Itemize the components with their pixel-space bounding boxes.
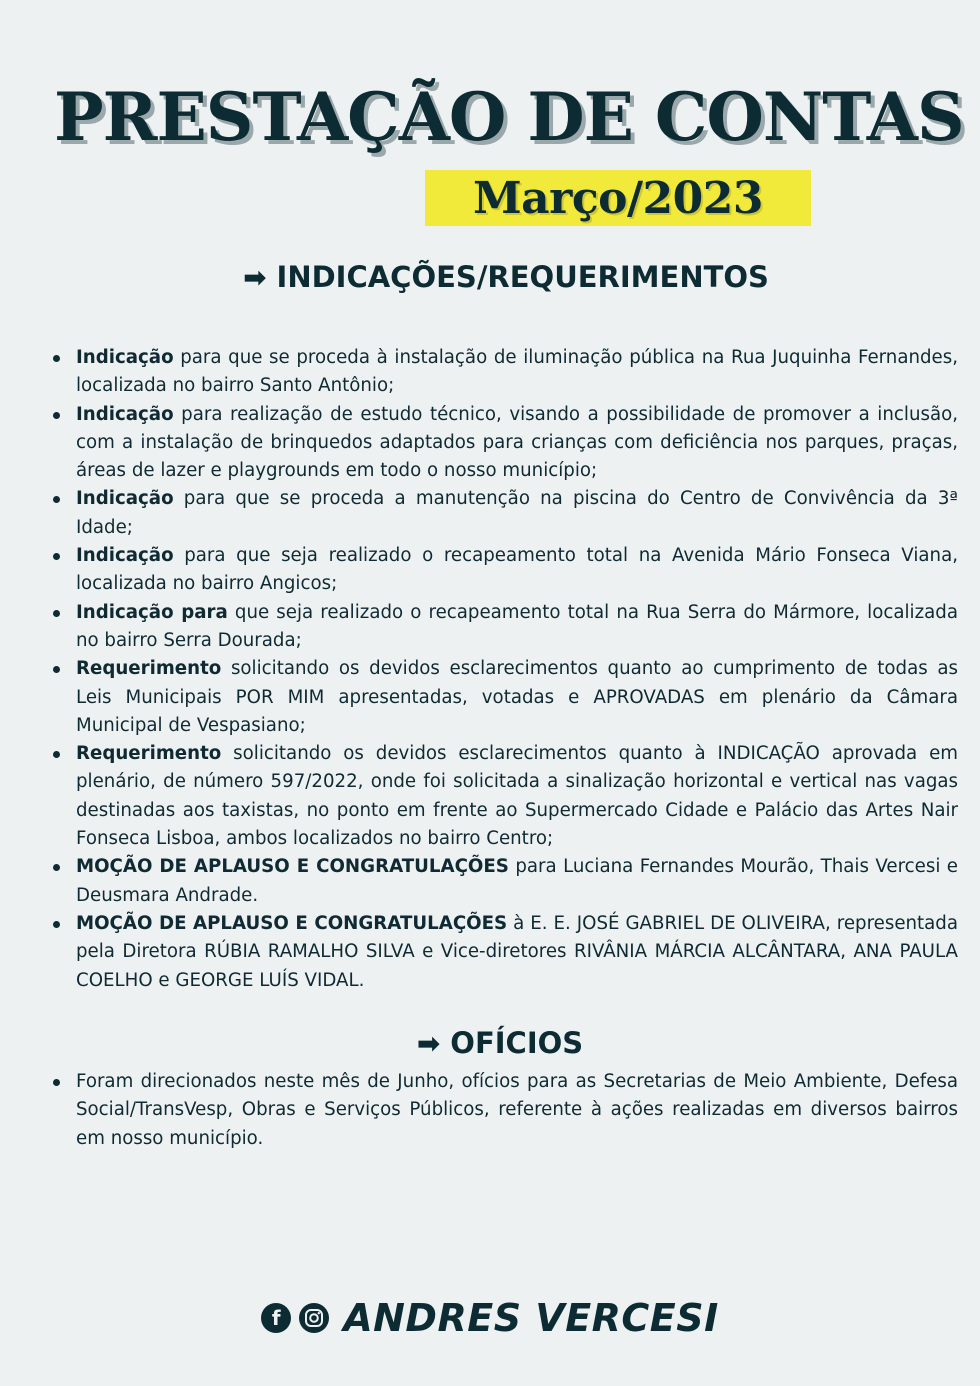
list-item [76, 344, 958, 401]
facebook-icon[interactable]: f [261, 1303, 291, 1333]
item-text: para que se proceda a manutenção na piscina do Centro de Convivência da 3ª Idade; [76, 488, 958, 538]
item-text: à E. E. JOSÉ GABRIEL DE OLIVEIRA, representada pela Diretora RÚBIA RAMALHO SILVA e Vice-diretores RIVÂNIA MÁRCIA ALCÂNTARA, ANA PAULA COELHO e GEORGE LUÍS VIDAL. [76, 912, 958, 991]
author-name: ANDRES VERCESI [343, 1296, 719, 1340]
item-text: solicitando os devidos esclarecimentos quanto à INDICAÇÃO aprovada em plenário, de número 597/2022, onde foi solicitada a sinalização horizontal e vertical nas vagas destinadas aos taxistas, no ponto em frente ao Supermercado Cidade e Palácio das Artes Nair Fonseca Lisboa, ambos localizados no bairro Centro; [76, 743, 958, 850]
list-item [76, 401, 958, 486]
item-text: que seja realizado o recapeamento total na Rua Serra do Mármore, localizada no bairro Serra Dourada; [76, 601, 958, 651]
item-label: Indicação [76, 403, 174, 425]
arrow-right-icon: ➡ [416, 1026, 441, 1060]
item-text: para realização de estudo técnico, visando a possibilidade de promover a inclusão, com a instalação de brinquedos adaptados para crianças com deficiência nos parques, praças, áreas de lazer e playgrounds em todo o nosso município; [76, 403, 958, 482]
list-item [76, 1068, 958, 1153]
page-title: PRESTAÇÃO DE CONTAS [54, 78, 964, 156]
item-text: Foram direcionados neste mês de Junho, ofícios para as Secretarias de Meio Ambiente, Defesa Social/TransVesp, Obras e Serviços Públicos, referente à ações realizadas em diversos bairros em nosso município. [76, 1071, 958, 1149]
list-item [76, 740, 958, 853]
arrow-right-icon: ➡ [243, 260, 267, 294]
section-heading-oficios [10, 1026, 980, 1060]
month-badge [425, 170, 811, 226]
item-text: solicitando os devidos esclarecimentos quanto ao cumprimento de todas as Leis Municipais POR MIM apresentadas, votadas e APROVADAS em plenário da Câmara Municipal de Vespasiano; [76, 658, 958, 736]
list-item [76, 910, 958, 995]
indicacoes-list [76, 344, 958, 995]
section-title: INDICAÇÕES/REQUERIMENTOS [276, 260, 769, 294]
section-heading-indicacoes [16, 260, 980, 294]
item-label: Indicação [76, 488, 174, 510]
list-item [76, 542, 958, 599]
item-text: para que seja realizado o recapeamento total na Avenida Mário Fonseca Viana, localizada no bairro Angicos; [76, 545, 958, 595]
list-item [76, 655, 958, 740]
month-label: Março/2023 [472, 172, 764, 224]
item-label: Indicação para [76, 601, 228, 623]
item-label: Requerimento [76, 658, 222, 680]
item-text: para que se proceda à instalação de iluminação pública na Rua Juquinha Fernandes, localizada no bairro Santo Antônio; [76, 347, 958, 397]
section-title: OFÍCIOS [450, 1026, 584, 1060]
list-item [76, 853, 958, 910]
item-label: MOÇÃO DE APLAUSO E CONGRATULAÇÕES [76, 856, 509, 878]
item-text: para Luciana Fernandes Mourão, Thais Vercesi e Deusmara Andrade. [76, 856, 959, 906]
oficios-list [76, 1068, 958, 1153]
item-label: Indicação [76, 545, 174, 567]
list-item [76, 599, 958, 656]
list-item [76, 485, 958, 542]
instagram-icon[interactable] [299, 1303, 329, 1333]
item-label: Indicação [76, 347, 174, 368]
item-label: Requerimento [76, 743, 222, 765]
footer [0, 1296, 980, 1340]
item-label: MOÇÃO DE APLAUSO E CONGRATULAÇÕES [76, 912, 508, 934]
